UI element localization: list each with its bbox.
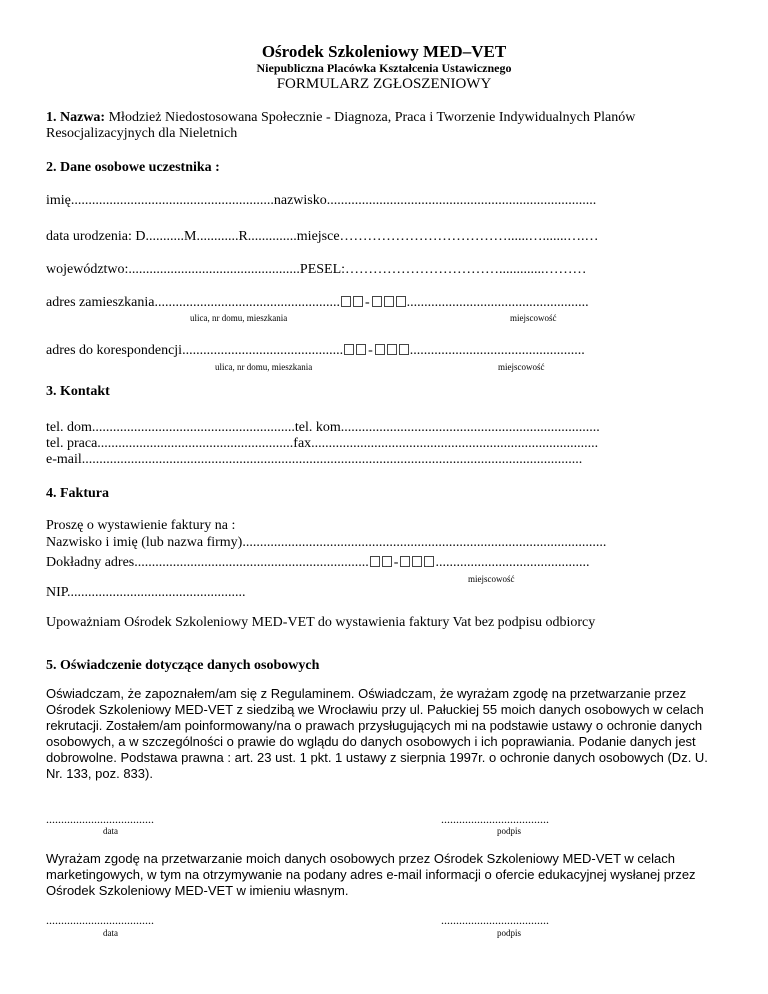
postal-code-box[interactable] (384, 296, 394, 307)
form-name: FORMULARZ ZGŁOSZENIOWY (276, 76, 492, 92)
invoice-city-hint: miejscowość (468, 574, 515, 584)
correspondence-address-label: adres do korespondencji.............................................. (46, 343, 344, 358)
home-address-label: adres zamieszkania..................................................... (46, 295, 340, 310)
postal-code-box[interactable] (341, 296, 351, 307)
correspondence-city-dots: .................................................. (409, 343, 585, 358)
section5-heading: 5. Oświadczenie dotyczące danych osobowych (46, 658, 320, 673)
postal-code-box[interactable] (372, 296, 382, 307)
page-subtitle: Niepubliczna Placówka Kształcenia Ustawicznego (256, 61, 512, 75)
correspondence-address-field[interactable]: adres do korespondencji.............................................. - .................................................. (46, 343, 585, 358)
correspondence-address-hint: ulica, nr domu, mieszkania (215, 362, 313, 372)
invoice-name-field[interactable]: Nazwisko i imię (lub nazwa firmy)........................................................................................................ (46, 535, 607, 550)
invoice-address-field[interactable]: Dokładny adres................................................................... - ............................................ (46, 555, 590, 570)
personal-data-statement: Oświadczam, że zapoznałem/am się z Regulaminem. Oświadczam, że wyrażam zgodę na przetwarzanie przez Ośrodek Szkoleniowy MED-VET z siedzibą we Wrocławiu przy ul. Pałuckiej 55 moich danych osobowych w celach rekrutacji. Zostałem/am poinformowany/na o prawach przysługujących mi na podstawie ustawy o ochronie danych osobowych, a w szczególności o prawie do wglądu do danych osobowych i ich poprawiania. Podanie danych jest dobrowolne. Podstawa prawna : art. 23 ust. 1 pkt. 1 ustawy z sierpnia 1997r. o ochronie danych osobowych (Dz. U. Nr. 133, poz. 833). (46, 686, 708, 781)
home-city-hint: miejscowość (510, 313, 557, 323)
invoice-authorization: Upoważniam Ośrodek Szkoleniowy MED-VET do wystawienia faktury Vat bez podpisu odbiorcy (46, 615, 596, 630)
section3-heading: 3. Kontakt (46, 384, 110, 399)
postal-code-box[interactable] (400, 556, 410, 567)
marketing-date-label: data (103, 928, 118, 938)
postal-code-box[interactable] (412, 556, 422, 567)
signature-field[interactable]: .................................... (441, 812, 549, 826)
course-name-line1 (46, 110, 635, 126)
home-city-dots: .................................................... (406, 295, 589, 310)
date-label: data (103, 826, 118, 836)
postal-code-box[interactable] (344, 344, 354, 355)
home-address-hint: ulica, nr domu, mieszkania (190, 313, 288, 323)
postal-code-box[interactable] (382, 556, 392, 567)
postal-code-box[interactable] (353, 296, 363, 307)
marketing-consent: Wyrażam zgodę na przetwarzanie moich danych osobowych przez Ośrodek Szkoleniowy MED-VET w celach marketingowych, w tym na otrzymywanie na podany adres e-mail informacji o ofercie edukacyjnej wysłanej przez Ośrodek Szkoleniowy MED-VET w imieniu własnym. (46, 851, 696, 898)
section4-heading: 4. Faktura (46, 486, 109, 501)
section1-label: 1. Nazwa: (46, 110, 106, 125)
marketing-signature-label: podpis (497, 928, 522, 938)
marketing-signature-field[interactable]: .................................... (441, 913, 549, 927)
postal-code-box[interactable] (396, 296, 406, 307)
work-phone-fax-field[interactable]: tel. praca........................................................fax.................................................................................. (46, 436, 599, 451)
postal-code-box[interactable] (424, 556, 434, 567)
page-title: Ośrodek Szkoleniowy MED–VET (261, 42, 507, 61)
birth-place-field[interactable]: data urodzenia: D...........M............R..............miejsce………………………………......….......….… (46, 229, 599, 244)
date-field[interactable]: .................................... (46, 812, 154, 826)
region-pesel-field[interactable]: województwo:.................................................PESEL:…………………………….............……… (46, 262, 587, 277)
signature-label: podpis (497, 826, 522, 836)
postal-code-box[interactable] (387, 344, 397, 355)
course-name-line2: Resocjalizacyjnych dla Nieletnich (46, 126, 238, 141)
invoice-request: Proszę o wystawienie faktury na : (46, 518, 236, 533)
nip-field[interactable]: NIP................................................... (46, 585, 246, 600)
postal-code-box[interactable] (399, 344, 409, 355)
course-name-value: Młodzież Niedostosowana Społecznie - Diagnoza, Praca i Tworzenie Indywidualnych Planów (105, 110, 636, 125)
name-surname-field[interactable]: imię..........................................................nazwisko............................................................................. (46, 193, 597, 208)
section2-heading: 2. Dane osobowe uczestnika : (46, 160, 220, 175)
postal-code-box[interactable] (375, 344, 385, 355)
invoice-address-label: Dokładny adres................................................................... (46, 555, 369, 570)
marketing-date-field[interactable]: .................................... (46, 913, 154, 927)
correspondence-city-hint: miejscowość (498, 362, 545, 372)
invoice-city-dots: ............................................ (435, 555, 590, 570)
phone-field[interactable]: tel. dom..........................................................tel. kom.......................................................................... (46, 420, 600, 435)
email-field[interactable]: e-mail............................................................................................................................................... (46, 452, 583, 467)
postal-code-box[interactable] (356, 344, 366, 355)
postal-code-box[interactable] (370, 556, 380, 567)
home-address-field[interactable]: adres zamieszkania..................................................... - .................................................... (46, 295, 589, 310)
